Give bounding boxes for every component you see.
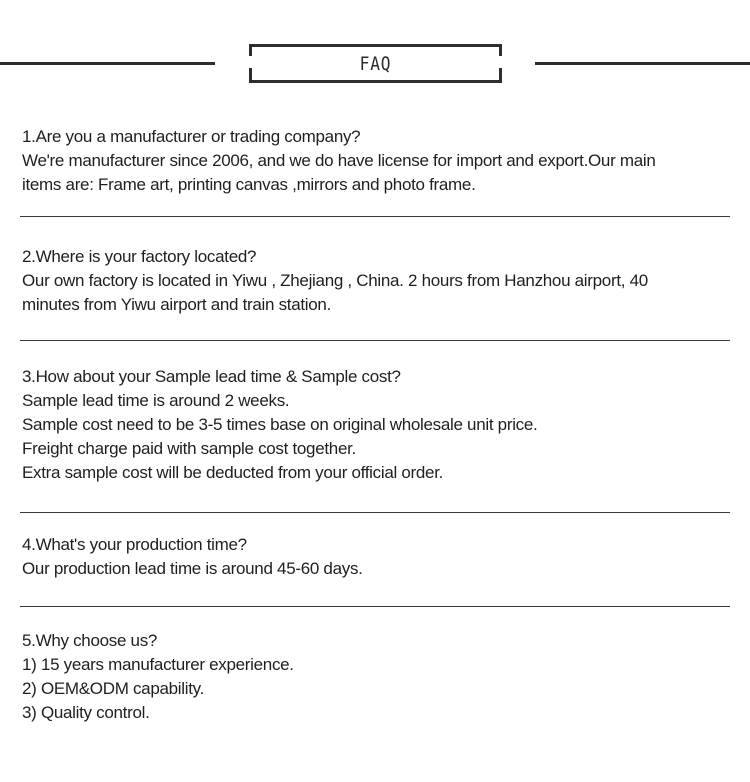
faq-question: 5.Why choose us? (22, 631, 158, 650)
divider (20, 216, 730, 217)
faq-answer-line: 2) OEM&ODM capability. (22, 679, 205, 698)
faq-answer-line: 3) Quality control. (22, 703, 150, 722)
faq-item-1 (22, 125, 734, 197)
faq-answer-line: minutes from Yiwu airport and train station. (22, 295, 332, 314)
faq-item-3 (22, 365, 734, 485)
faq-question: 1.Are you a manufacturer or trading company? (22, 127, 361, 146)
box-border-left-bottom (249, 68, 252, 83)
faq-question: 4.What's your production time? (22, 535, 247, 554)
box-border-left-top (249, 44, 252, 56)
faq-answer-line: items are: Frame art, printing canvas ,mirrors and photo frame. (22, 175, 476, 194)
divider (20, 340, 730, 341)
box-border-top (249, 44, 502, 47)
faq-item-4 (22, 533, 734, 581)
divider (20, 606, 730, 607)
faq-question: 3.How about your Sample lead time & Sample cost? (22, 367, 401, 386)
faq-answer-line: Our production lead time is around 45-60 days. (22, 559, 363, 578)
faq-item-2 (22, 245, 734, 317)
faq-answer-line: 1) 15 years manufacturer experience. (22, 655, 294, 674)
faq-answer-line: Extra sample cost will be deducted from your official order. (22, 463, 444, 482)
faq-answer-line: Our own factory is located in Yiwu , Zhejiang , China. 2 hours from Hanzhou airport, 40 (22, 271, 648, 290)
box-border-bottom (249, 80, 502, 83)
page-title: FAQ (359, 53, 392, 75)
faq-answer-line: Freight charge paid with sample cost together. (22, 439, 356, 458)
header-title-box (249, 44, 502, 83)
faq-answer-line: Sample cost need to be 3-5 times base on original wholesale unit price. (22, 415, 538, 434)
faq-item-5 (22, 629, 734, 725)
faq-answer-line: Sample lead time is around 2 weeks. (22, 391, 290, 410)
box-border-right-bottom (499, 68, 502, 83)
faq-answer-line: We're manufacturer since 2006, and we do have license for import and export.Our main (22, 151, 656, 170)
divider (20, 512, 730, 513)
faq-question: 2.Where is your factory located? (22, 247, 257, 266)
header-rule-left (0, 62, 215, 65)
header-rule-right (535, 62, 750, 65)
box-border-right-top (499, 44, 502, 56)
